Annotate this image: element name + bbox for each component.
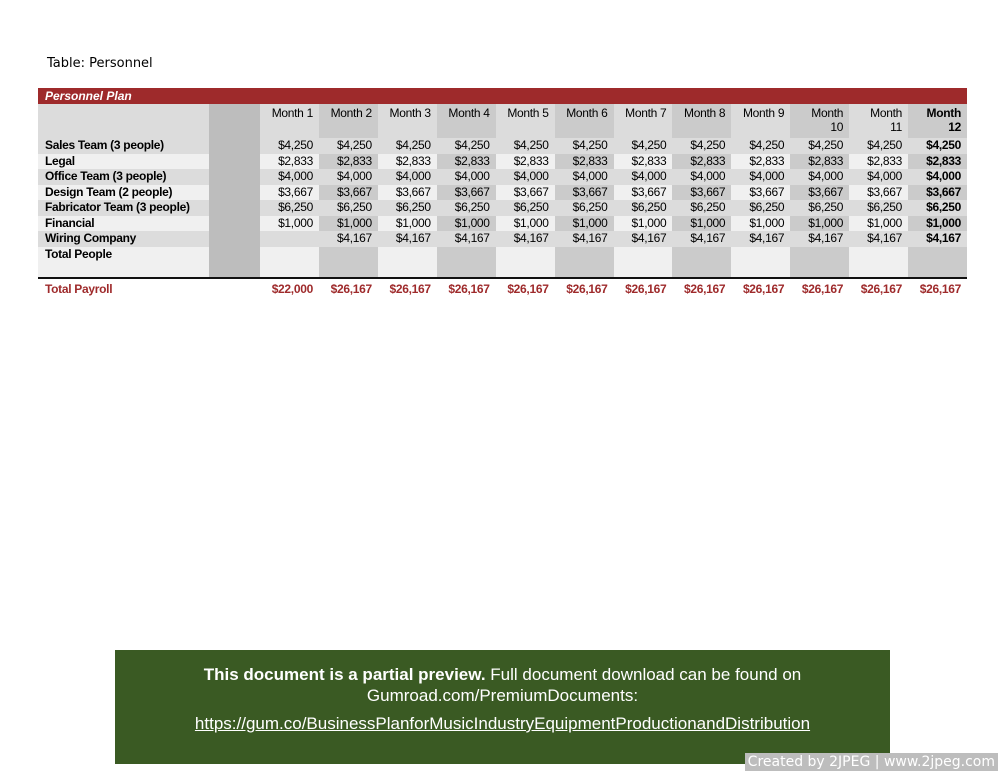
value-cell: $3,667 <box>672 185 731 201</box>
row-label: Sales Team (3 people) <box>38 138 209 154</box>
month-header: Month 5 <box>496 104 555 138</box>
spacer-cell <box>319 262 378 278</box>
value-cell: $6,250 <box>672 200 731 216</box>
value-cell: $6,250 <box>908 200 967 216</box>
value-cell: $4,000 <box>378 169 437 185</box>
gap-cell <box>209 154 260 170</box>
value-cell: $4,250 <box>496 138 555 154</box>
table-row <box>38 231 967 247</box>
value-cell: $2,833 <box>908 154 967 170</box>
value-cell: $2,833 <box>849 154 908 170</box>
value-cell: $4,000 <box>672 169 731 185</box>
value-cell: $4,250 <box>790 138 849 154</box>
value-cell: $1,000 <box>614 216 673 232</box>
value-cell: $2,833 <box>260 154 319 170</box>
gap-cell <box>209 200 260 216</box>
value-cell: $4,000 <box>849 169 908 185</box>
value-cell: $3,667 <box>555 185 614 201</box>
value-cell: $4,167 <box>849 231 908 247</box>
total-value: $26,167 <box>731 278 790 299</box>
value-cell: $6,250 <box>378 200 437 216</box>
month-header: Month 2 <box>319 104 378 138</box>
table-row <box>38 154 967 170</box>
gap-cell <box>209 231 260 247</box>
month-header: Month 7 <box>614 104 673 138</box>
table-row <box>38 185 967 201</box>
value-cell: $1,000 <box>437 216 496 232</box>
value-cell <box>908 247 967 263</box>
value-cell: $4,250 <box>555 138 614 154</box>
total-value: $26,167 <box>378 278 437 299</box>
month-header: Month 4 <box>437 104 496 138</box>
value-cell: $4,250 <box>672 138 731 154</box>
spacer-cell <box>496 262 555 278</box>
value-cell <box>731 247 790 263</box>
total-value: $26,167 <box>672 278 731 299</box>
preview-banner <box>115 650 890 764</box>
value-cell: $4,250 <box>378 138 437 154</box>
gap-cell <box>209 185 260 201</box>
month-header: Month 6 <box>555 104 614 138</box>
value-cell: $4,167 <box>908 231 967 247</box>
total-value: $26,167 <box>790 278 849 299</box>
value-cell: $1,000 <box>731 216 790 232</box>
value-cell <box>437 247 496 263</box>
value-cell: $3,667 <box>614 185 673 201</box>
value-cell: $1,000 <box>496 216 555 232</box>
value-cell: $4,167 <box>614 231 673 247</box>
personnel-table <box>38 104 967 299</box>
value-cell <box>614 247 673 263</box>
row-label: Office Team (3 people) <box>38 169 209 185</box>
value-cell: $6,250 <box>614 200 673 216</box>
spacer-cell <box>731 262 790 278</box>
table-row <box>38 216 967 232</box>
value-cell <box>555 247 614 263</box>
value-cell: $6,250 <box>731 200 790 216</box>
total-value: $22,000 <box>260 278 319 299</box>
value-cell: $4,167 <box>437 231 496 247</box>
value-cell: $4,000 <box>731 169 790 185</box>
value-cell <box>496 247 555 263</box>
row-label: Legal <box>38 154 209 170</box>
month-header: Month 10 <box>790 104 849 138</box>
value-cell: $6,250 <box>496 200 555 216</box>
value-cell: $4,167 <box>731 231 790 247</box>
value-cell: $2,833 <box>496 154 555 170</box>
row-label: Total People <box>38 247 209 263</box>
gap-cell <box>209 138 260 154</box>
total-value: $26,167 <box>908 278 967 299</box>
gap-cell <box>209 247 260 263</box>
value-cell: $4,167 <box>378 231 437 247</box>
value-cell: $3,667 <box>437 185 496 201</box>
value-cell: $4,000 <box>614 169 673 185</box>
value-cell: $1,000 <box>319 216 378 232</box>
value-cell <box>672 247 731 263</box>
gap-cell <box>209 216 260 232</box>
value-cell: $3,667 <box>378 185 437 201</box>
table-caption: Table: Personnel <box>47 56 153 71</box>
table-row <box>38 138 967 154</box>
value-cell: $4,000 <box>260 169 319 185</box>
value-cell: $3,667 <box>496 185 555 201</box>
spacer-cell <box>672 262 731 278</box>
value-cell: $6,250 <box>555 200 614 216</box>
value-cell: $1,000 <box>260 216 319 232</box>
value-cell: $4,000 <box>496 169 555 185</box>
value-cell: $1,000 <box>672 216 731 232</box>
value-cell: $2,833 <box>731 154 790 170</box>
plan-title: Personnel Plan <box>38 88 967 104</box>
value-cell: $2,833 <box>555 154 614 170</box>
total-value: $26,167 <box>319 278 378 299</box>
banner-bold: This document is a partial preview. <box>203 665 486 684</box>
value-cell: $4,000 <box>555 169 614 185</box>
month-header: Month 11 <box>849 104 908 138</box>
value-cell: $2,833 <box>437 154 496 170</box>
total-label: Total Payroll <box>38 278 209 299</box>
spacer-cell <box>260 262 319 278</box>
header-gap-cell <box>209 104 260 138</box>
total-gap <box>209 278 260 299</box>
total-row <box>38 278 967 299</box>
value-cell: $4,000 <box>790 169 849 185</box>
header-label-cell <box>38 104 209 138</box>
value-cell: $6,250 <box>849 200 908 216</box>
total-value: $26,167 <box>614 278 673 299</box>
value-cell: $3,667 <box>319 185 378 201</box>
value-cell: $4,167 <box>319 231 378 247</box>
value-cell: $3,667 <box>908 185 967 201</box>
value-cell: $4,250 <box>437 138 496 154</box>
spacer-cell <box>614 262 673 278</box>
total-value: $26,167 <box>555 278 614 299</box>
value-cell: $4,167 <box>555 231 614 247</box>
value-cell: $4,250 <box>849 138 908 154</box>
value-cell: $4,167 <box>790 231 849 247</box>
spacer-cell <box>378 262 437 278</box>
value-cell: $4,250 <box>731 138 790 154</box>
value-cell <box>790 247 849 263</box>
value-cell: $1,000 <box>555 216 614 232</box>
month-header: Month 3 <box>378 104 437 138</box>
value-cell <box>849 247 908 263</box>
value-cell: $3,667 <box>790 185 849 201</box>
value-cell: $1,000 <box>849 216 908 232</box>
table-row <box>38 169 967 185</box>
value-cell: $4,167 <box>496 231 555 247</box>
spacer-cell <box>38 262 209 278</box>
value-cell <box>319 247 378 263</box>
banner-line-1 <box>115 664 890 685</box>
value-cell: $6,250 <box>319 200 378 216</box>
row-label: Financial <box>38 216 209 232</box>
value-cell: $2,833 <box>790 154 849 170</box>
total-value: $26,167 <box>437 278 496 299</box>
banner-rest: Full document download can be found on <box>485 665 802 684</box>
table-row <box>38 247 967 263</box>
value-cell: $4,000 <box>437 169 496 185</box>
value-cell: $1,000 <box>378 216 437 232</box>
gap-cell <box>209 169 260 185</box>
month-header: Month 8 <box>672 104 731 138</box>
value-cell: $4,250 <box>319 138 378 154</box>
value-cell <box>378 247 437 263</box>
value-cell <box>260 231 319 247</box>
spacer-cell <box>437 262 496 278</box>
value-cell: $3,667 <box>849 185 908 201</box>
total-value: $26,167 <box>496 278 555 299</box>
value-cell: $3,667 <box>731 185 790 201</box>
value-cell: $3,667 <box>260 185 319 201</box>
row-label: Design Team (2 people) <box>38 185 209 201</box>
value-cell: $6,250 <box>437 200 496 216</box>
value-cell: $2,833 <box>672 154 731 170</box>
spacer-gap <box>209 262 260 278</box>
banner-line-2: Gumroad.com/PremiumDocuments: <box>366 686 639 705</box>
value-cell: $1,000 <box>790 216 849 232</box>
value-cell: $4,167 <box>672 231 731 247</box>
value-cell: $6,250 <box>260 200 319 216</box>
value-cell: $4,000 <box>908 169 967 185</box>
value-cell <box>260 247 319 263</box>
total-value: $26,167 <box>849 278 908 299</box>
spacer-cell <box>908 262 967 278</box>
watermark: Created by 2JPEG | www.2jpeg.com <box>745 753 998 771</box>
spacer-row <box>38 262 967 278</box>
header-row <box>38 104 967 138</box>
download-link[interactable]: https://gum.co/BusinessPlanforMusicIndustryEquipmentProductionandDistribution <box>194 714 811 733</box>
spacer-cell <box>790 262 849 278</box>
row-label: Fabricator Team (3 people) <box>38 200 209 216</box>
month-header: Month 12 <box>908 104 967 138</box>
personnel-plan <box>38 88 967 299</box>
value-cell: $1,000 <box>908 216 967 232</box>
value-cell: $4,250 <box>908 138 967 154</box>
spacer-cell <box>555 262 614 278</box>
value-cell: $2,833 <box>319 154 378 170</box>
month-header: Month 9 <box>731 104 790 138</box>
value-cell: $4,000 <box>319 169 378 185</box>
value-cell: $2,833 <box>614 154 673 170</box>
table-row <box>38 200 967 216</box>
value-cell: $2,833 <box>378 154 437 170</box>
row-label: Wiring Company <box>38 231 209 247</box>
month-header: Month 1 <box>260 104 319 138</box>
value-cell: $4,250 <box>260 138 319 154</box>
value-cell: $6,250 <box>790 200 849 216</box>
spacer-cell <box>849 262 908 278</box>
value-cell: $4,250 <box>614 138 673 154</box>
